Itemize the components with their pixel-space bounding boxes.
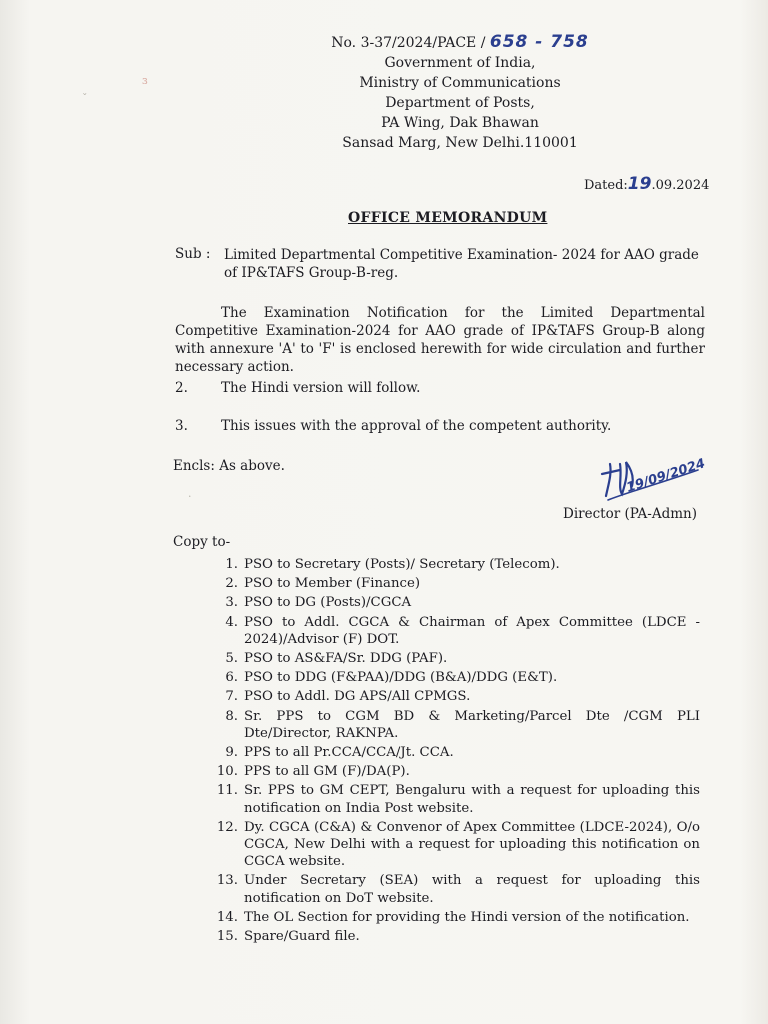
letterhead-line: Sansad Marg, New Delhi.110001: [342, 135, 578, 151]
signature-date: 19/09/2024: [624, 456, 708, 496]
item-number: 4.: [225, 614, 238, 630]
date-rest: .09.2024: [651, 178, 710, 193]
list-item: [208, 928, 700, 945]
item-text: PSO to Member (Finance): [244, 576, 421, 592]
date-line: [584, 174, 709, 194]
list-item: [208, 594, 700, 611]
paragraph-text: The Hindi version will follow.: [221, 380, 421, 396]
scan-speck: ˇ: [82, 92, 88, 105]
reference-handwritten: 658 - 758: [489, 32, 589, 52]
paragraph-text: This issues with the approval of the competent authority.: [221, 418, 612, 434]
item-number: 8.: [225, 708, 238, 724]
item-text: PSO to Addl. CGCA & Chairman of Apex Committee (LDCE - 2024)/Advisor (F) DOT.: [244, 614, 700, 647]
date-label: Dated:: [584, 178, 628, 193]
item-text: The OL Section for providing the Hindi version of the notification.: [244, 909, 690, 925]
copy-to-label: Copy to-: [173, 534, 231, 550]
item-number: 12.: [216, 819, 238, 835]
letterhead: [330, 32, 590, 153]
item-text: PPS to all Pr.CCA/CCA/Jt. CCA.: [244, 745, 454, 761]
paragraph-3: [175, 418, 611, 434]
item-number: 3.: [225, 595, 238, 611]
item-number: 6.: [225, 670, 238, 686]
item-number: 15.: [216, 929, 238, 945]
list-item: [208, 819, 700, 871]
letterhead-line: Ministry of Communications: [359, 75, 561, 91]
signature: [598, 452, 708, 508]
list-item: [208, 575, 700, 592]
reference-prefix: No. 3-37/2024/PACE /: [331, 35, 486, 51]
copy-to-list: [208, 556, 700, 947]
item-text: Sr. PPS to GM CEPT, Bengaluru with a request for uploading this notification on India Post website.: [244, 783, 700, 816]
item-text: Sr. PPS to CGM BD & Marketing/Parcel Dte /CGM PLI Dte/Director, RAKNPA.: [244, 708, 700, 741]
item-number: 9.: [225, 745, 238, 761]
item-number: 10.: [216, 764, 238, 780]
list-item: [208, 782, 700, 816]
letterhead-line: Government of India,: [384, 55, 536, 71]
list-item: [208, 763, 700, 780]
item-number: 13.: [216, 873, 238, 889]
list-item: [208, 708, 700, 742]
list-item: [208, 872, 700, 906]
designation: Director (PA-Admn): [563, 506, 698, 522]
enclosures-line: Encls: As above.: [173, 458, 285, 474]
list-item: [208, 669, 700, 686]
scan-speck: ɜ: [142, 74, 148, 87]
item-text: Spare/Guard file.: [244, 929, 360, 945]
subject-text: Limited Departmental Competitive Examination- 2024 for AAO grade of IP&TAFS Group-B-reg.: [224, 247, 699, 281]
item-number: 14.: [216, 909, 238, 925]
item-text: Under Secretary (SEA) with a request for uploading this notification on DoT website.: [244, 873, 700, 906]
list-item: [208, 688, 700, 705]
paragraph-number: 3.: [175, 418, 188, 434]
reference-number: [330, 32, 590, 53]
list-item: [208, 650, 700, 667]
letterhead-line: Department of Posts,: [385, 95, 535, 111]
paragraph-2: [175, 380, 420, 396]
item-number: 5.: [225, 651, 238, 667]
item-text: PSO to DDG (F&PAA)/DDG (B&A)/DDG (E&T).: [244, 670, 558, 686]
letterhead-line: PA Wing, Dak Bhawan: [381, 115, 539, 131]
item-number: 2.: [225, 576, 238, 592]
paragraph-number: 2.: [175, 380, 188, 396]
list-item: [208, 614, 700, 648]
item-text: PPS to all GM (F)/DA(P).: [244, 764, 410, 780]
paragraph-1: The Examination Notification for the Limited Departmental Competitive Examination-2024 for AAO grade of IP&TAFS Group-B along with annexure 'A' to 'F' is enclosed herewith for wide circulation and further necessary action.: [175, 305, 705, 375]
item-number: 11.: [216, 783, 238, 799]
item-text: PSO to DG (Posts)/CGCA: [244, 595, 412, 611]
signature-scribble: [598, 452, 708, 508]
scan-speck: ·: [188, 490, 192, 503]
item-text: PSO to Secretary (Posts)/ Secretary (Telecom).: [244, 557, 560, 572]
subject-label: Sub :: [175, 246, 211, 262]
item-text: Dy. CGCA (C&A) & Convenor of Apex Committee (LDCE-2024), O/o CGCA, New Delhi with a request for uploading this notification on CGCA website.: [244, 819, 700, 870]
item-number: 7.: [225, 689, 238, 705]
list-item: [208, 556, 700, 573]
item-text: PSO to AS&FA/Sr. DDG (PAF).: [244, 651, 448, 667]
date-day-handwritten: 19: [627, 174, 652, 194]
memo-title: OFFICE MEMORANDUM: [348, 210, 548, 226]
item-number: 1.: [225, 557, 238, 572]
list-item: [208, 909, 700, 926]
list-item: [208, 744, 700, 761]
item-text: PSO to Addl. DG APS/All CPMGS.: [244, 689, 471, 705]
